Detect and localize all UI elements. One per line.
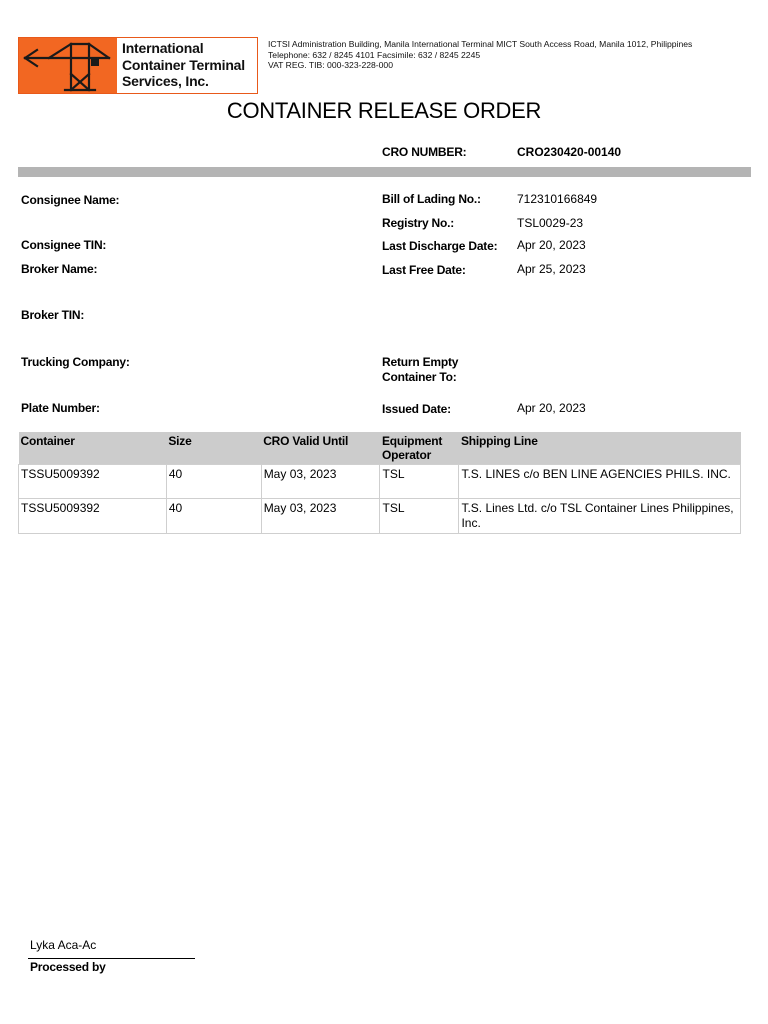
last-free-date-value: Apr 25, 2023	[517, 262, 586, 276]
column-header-size: Size	[166, 432, 261, 465]
table-cell: TSL	[380, 465, 459, 499]
column-header-container: Container	[19, 432, 167, 465]
bill-of-lading-label: Bill of Lading No.:	[382, 192, 481, 206]
company-logo	[18, 37, 258, 94]
registry-no-value: TSL0029-23	[517, 216, 584, 230]
last-discharge-date-label: Last Discharge Date:	[382, 239, 498, 253]
cro-number-label: CRO NUMBER:	[382, 145, 467, 159]
consignee-name-label: Consignee Name:	[21, 193, 120, 207]
company-logo-text: International Container Terminal Services, Inc.	[122, 40, 245, 89]
broker-name-label: Broker Name:	[21, 262, 98, 276]
table-cell: TSSU5009392	[19, 465, 167, 499]
last-discharge-date-value: Apr 20, 2023	[517, 238, 586, 252]
processor-name: Lyka Aca-Ac	[30, 938, 97, 952]
issued-date-label: Issued Date:	[382, 402, 451, 416]
column-header-shipping-line: Shipping Line	[459, 432, 741, 465]
signature-line	[28, 958, 195, 959]
column-header-cro-valid-until: CRO Valid Until	[261, 432, 380, 465]
table-cell: 40	[166, 465, 261, 499]
container-table	[18, 432, 741, 534]
table-cell: TSL	[380, 499, 459, 534]
table-header-row	[19, 432, 741, 465]
document-title: CONTAINER RELEASE ORDER	[226, 98, 542, 123]
table-cell: 40	[166, 499, 261, 534]
cro-number-value: CRO230420-00140	[517, 145, 622, 159]
bill-of-lading-value: 712310166849	[517, 192, 598, 206]
processed-by-label: Processed by	[30, 960, 106, 974]
header-divider	[18, 167, 751, 177]
trucking-company-label: Trucking Company:	[21, 355, 130, 369]
return-empty-container-label: Return Empty Container To:	[382, 355, 459, 384]
crane-logo-icon	[19, 38, 117, 93]
consignee-tin-label: Consignee TIN:	[21, 238, 107, 252]
table-cell: TSSU5009392	[19, 499, 167, 534]
table-cell: T.S. LINES c/o BEN LINE AGENCIES PHILS. INC.	[459, 465, 741, 499]
column-header-equipment-operator: Equipment Operator	[380, 432, 459, 465]
table-row	[19, 465, 741, 499]
table-cell: T.S. Lines Ltd. c/o TSL Container Lines Philippines, Inc.	[459, 499, 741, 534]
table-cell: May 03, 2023	[261, 465, 380, 499]
company-address: ICTSI Administration Building, Manila International Terminal MICT South Access Road, Manila 1012, Philippines Telephone: 632 / 8245 4101 Facsimile: 632 / 8245 2245 VAT REG. TIB: 000-323-228-000	[268, 39, 693, 70]
table-row	[19, 499, 741, 534]
last-free-date-label: Last Free Date:	[382, 263, 466, 277]
issued-date-value: Apr 20, 2023	[517, 401, 586, 415]
table-cell: May 03, 2023	[261, 499, 380, 534]
plate-number-label: Plate Number:	[21, 401, 100, 415]
registry-no-label: Registry No.:	[382, 216, 455, 230]
broker-tin-label: Broker TIN:	[21, 308, 85, 322]
